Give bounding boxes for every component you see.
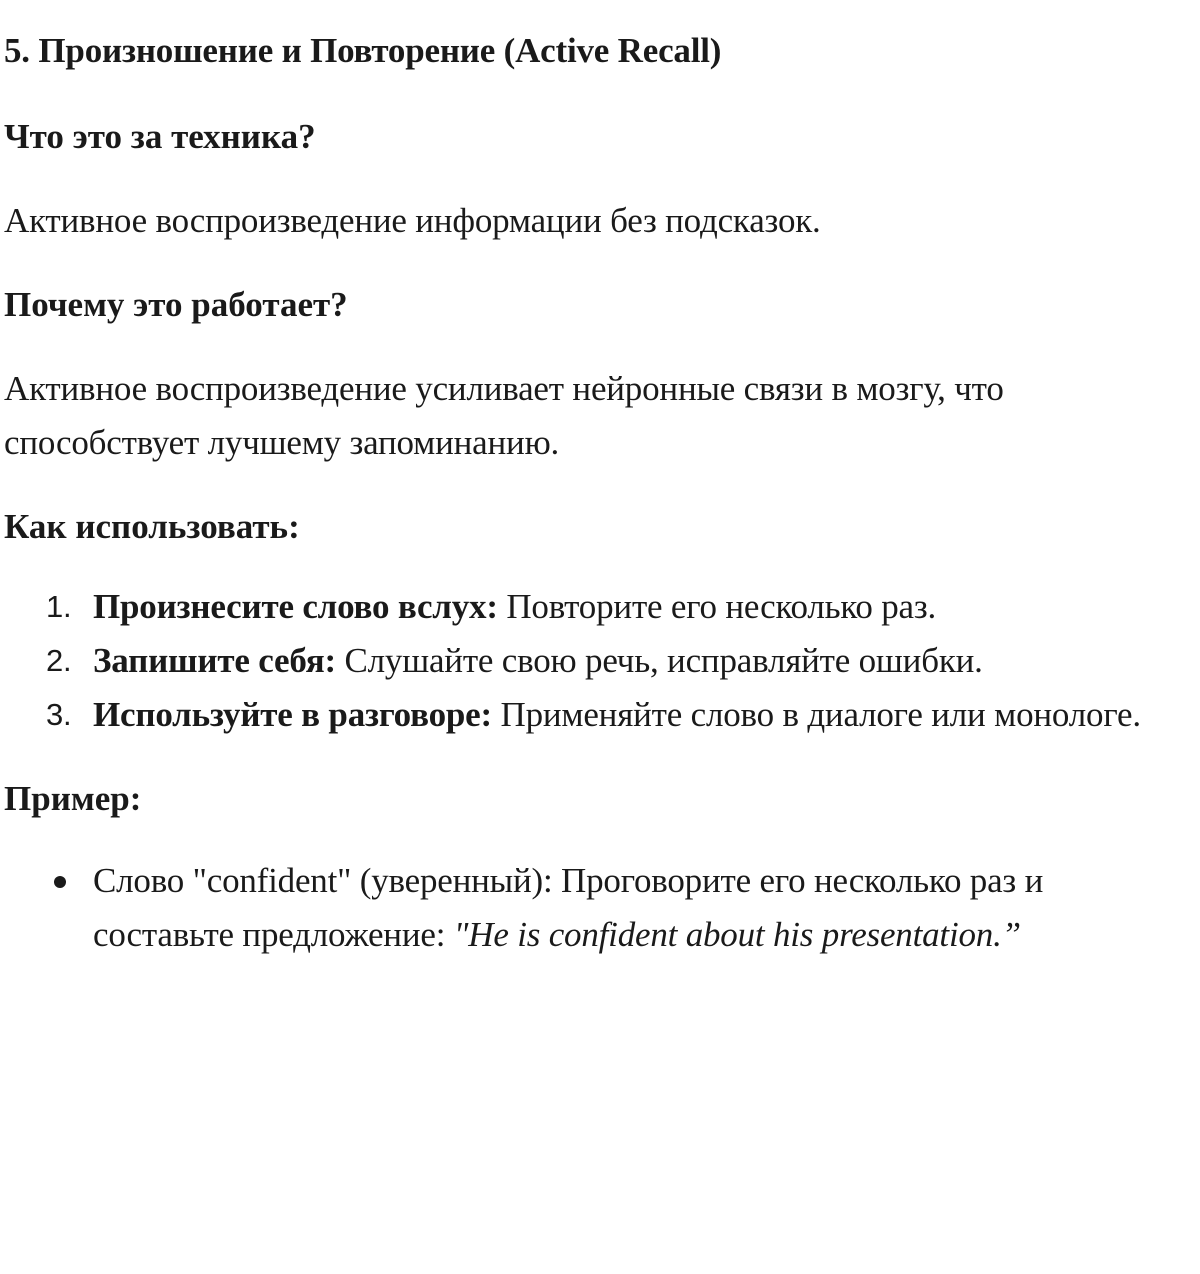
step-bold-label: Используйте в разговоре: (93, 695, 492, 734)
bullet-icon (54, 876, 66, 888)
step-bold-label: Запишите себя: (93, 641, 336, 680)
step-text: Повторите его несколько раз. (497, 587, 937, 626)
document (4, 24, 1184, 962)
list-item (4, 688, 1184, 742)
how-steps-list (4, 580, 1184, 742)
section-title: 5. Произношение и Повторение (Active Recall) (4, 31, 722, 70)
why-text: Активное воспроизведение усиливает нейронные связи в мозгу, что способствует лучшему запоминанию. (4, 369, 1004, 462)
step-bold-label: Произнесите слово вслух: (93, 587, 498, 626)
step-text: Слушайте свою речь, исправляйте ошибки. (335, 641, 983, 680)
step-number: 2. (46, 643, 72, 678)
list-item (4, 634, 1184, 688)
what-heading: Что это за техника? (4, 117, 316, 156)
what-text: Активное воспроизведение информации без подсказок. (4, 201, 821, 240)
example-heading: Пример: (4, 779, 142, 818)
step-number: 1. (46, 589, 72, 624)
why-heading: Почему это работает? (4, 285, 348, 324)
example-text: Слово "confident" (уверенный): Проговорите его несколько раз и составьте предложение: (93, 861, 1044, 954)
example-list (4, 854, 1184, 962)
step-text: Применяйте слово в диалоге или монологе. (491, 695, 1141, 734)
example-quote: "He is confident about his presentation.” (453, 915, 1021, 954)
step-number: 3. (46, 697, 72, 732)
list-item (4, 854, 1184, 962)
how-heading: Как использовать: (4, 507, 300, 546)
list-item (4, 580, 1184, 634)
